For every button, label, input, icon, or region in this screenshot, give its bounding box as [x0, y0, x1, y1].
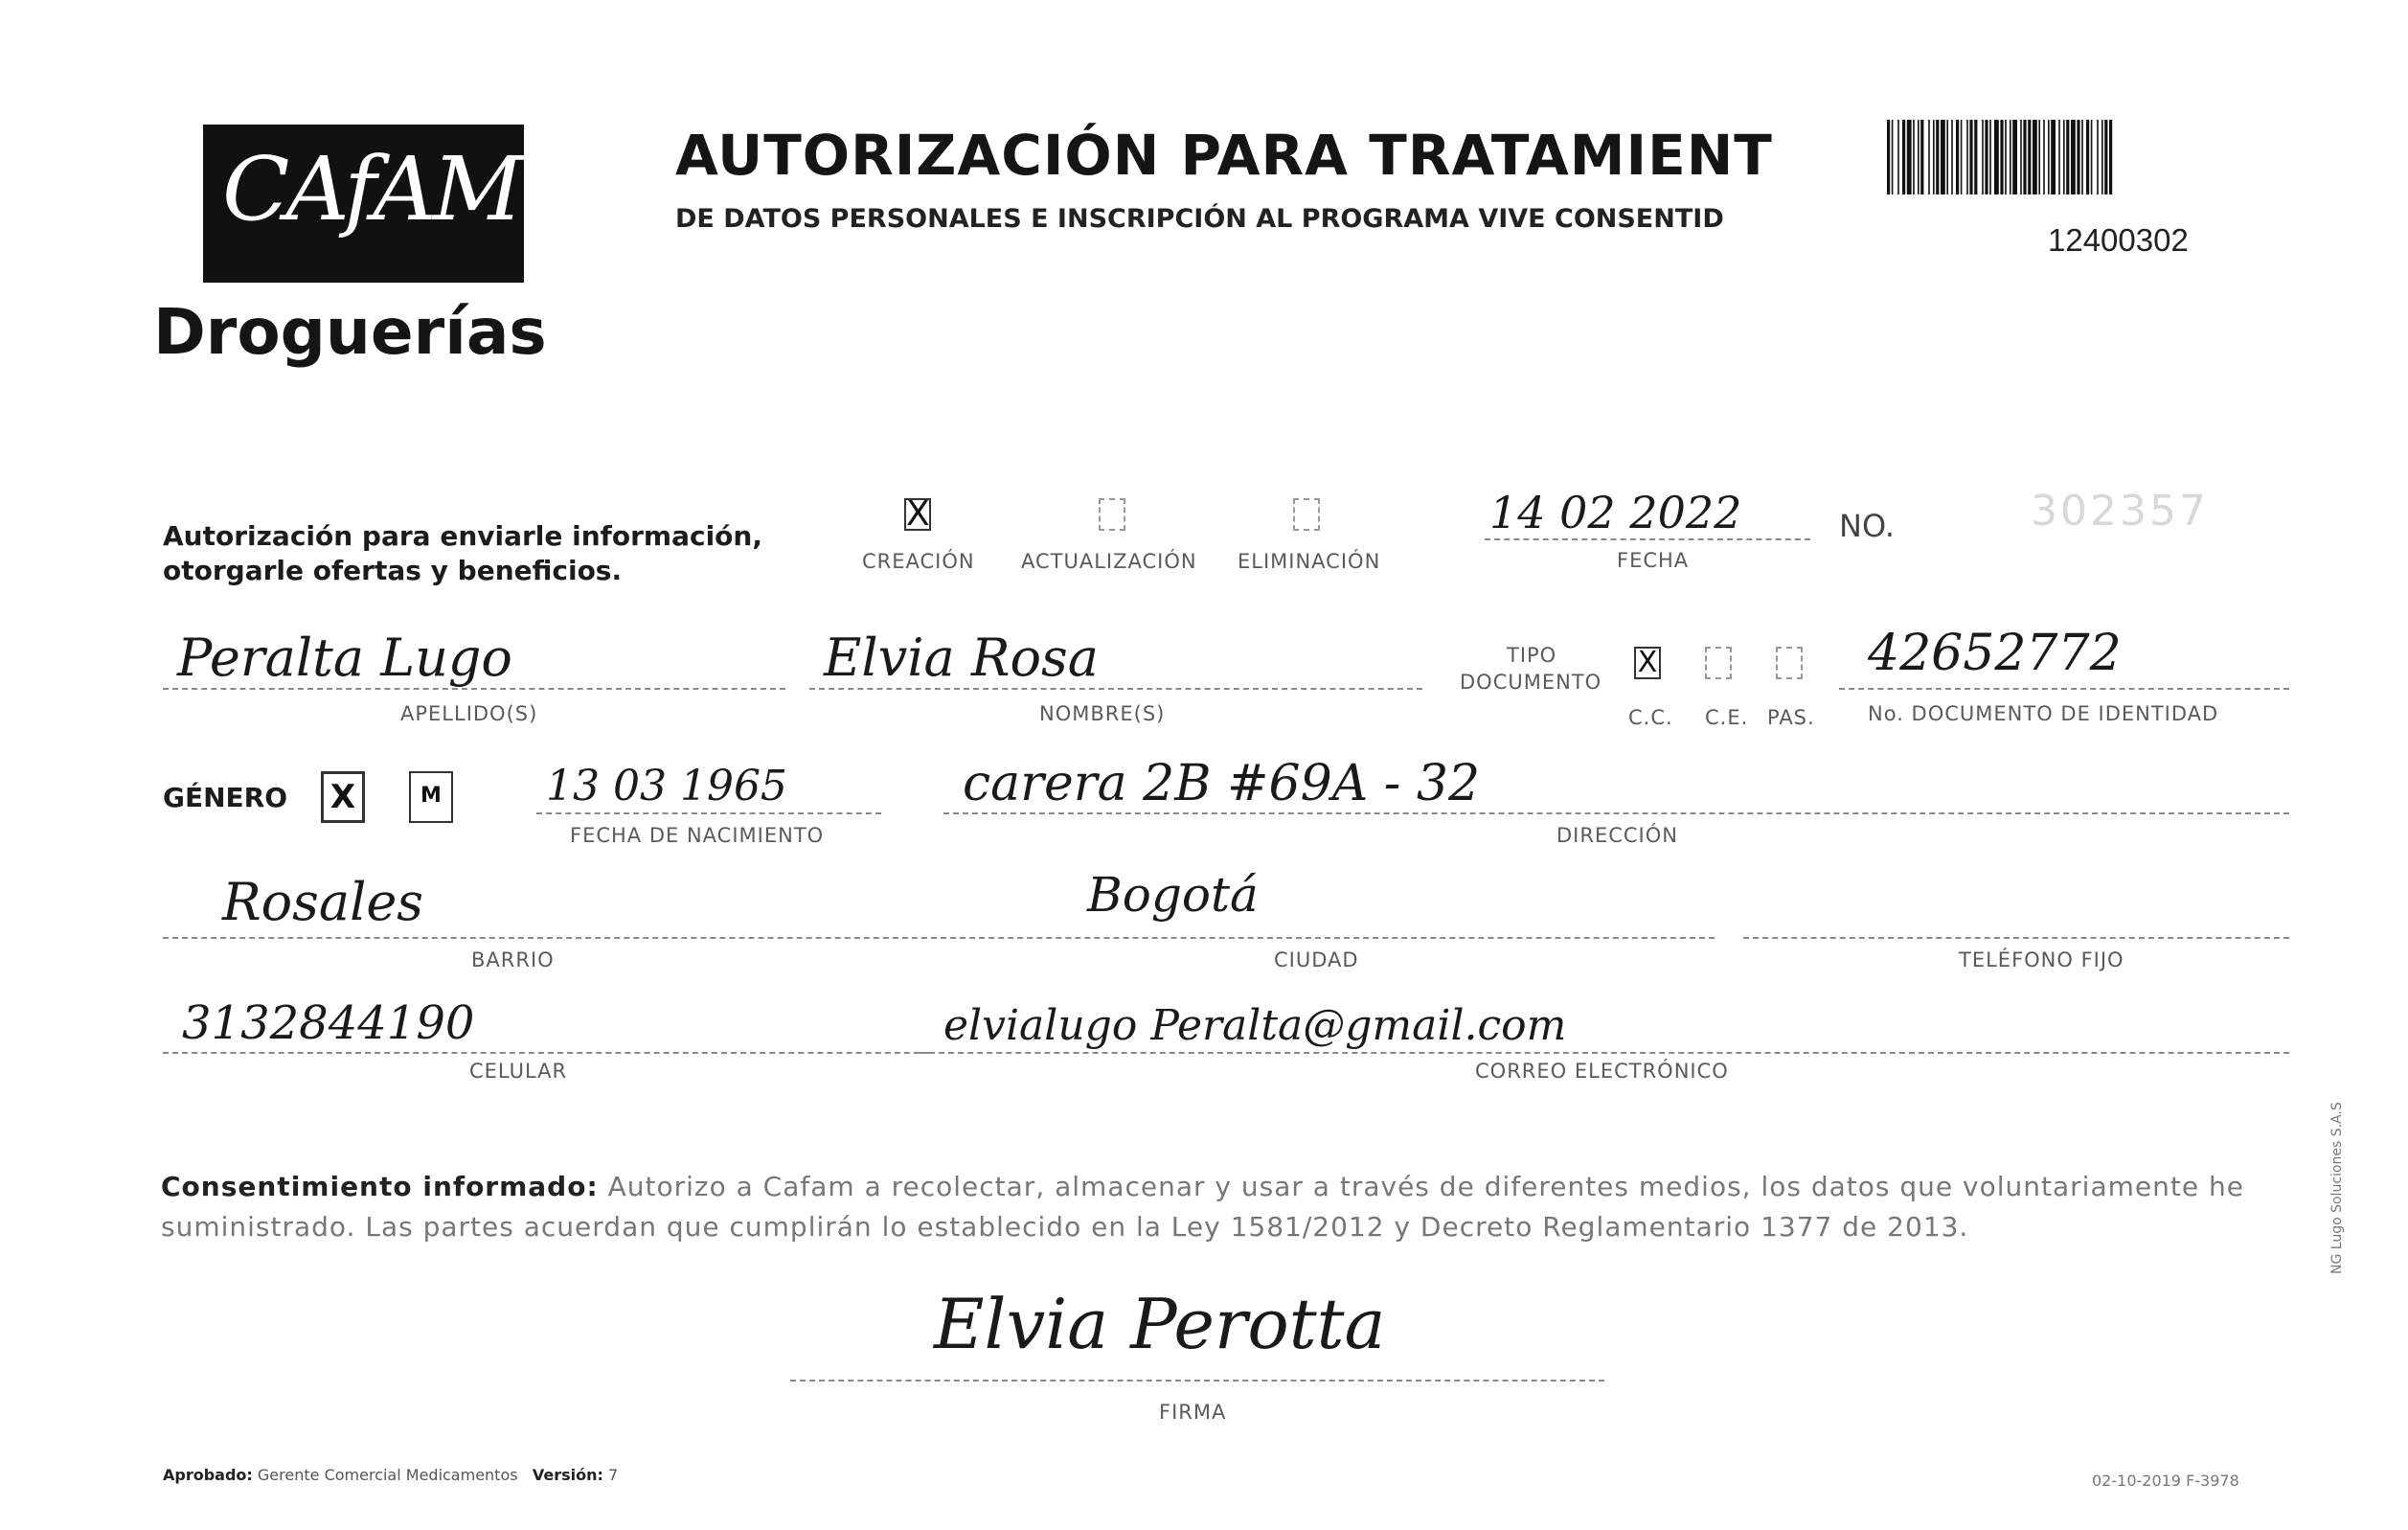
barcode-bar — [2012, 120, 2017, 194]
mobile-label: CELULAR — [469, 1060, 568, 1083]
gender-label: GÉNERO — [163, 782, 288, 813]
barcode-bar — [1941, 120, 1945, 194]
barcode-bar — [1907, 120, 1912, 194]
phone-label: TELÉFONO FIJO — [1959, 948, 2124, 971]
barcode-bar — [2109, 120, 2112, 194]
barcode-bar — [1902, 120, 1905, 194]
barcode-bar — [1946, 120, 1948, 194]
doc-type-pas-label: PAS. — [1767, 706, 1815, 729]
doc-type-label-2: DOCUMENTO — [1460, 671, 1602, 694]
barcode-bar — [1989, 120, 1991, 194]
signature-line — [790, 1380, 1604, 1382]
authorization-label-line2: otorgarle ofertas y beneficios. — [163, 555, 623, 586]
doc-type-cc-checkbox[interactable]: X — [1634, 647, 1661, 679]
doc-number-line — [1839, 688, 2289, 690]
gender-option-x[interactable]: X — [321, 771, 365, 823]
barcode-bar — [1956, 120, 1959, 194]
surnames-label: APELLIDO(S) — [400, 702, 538, 725]
barcode-bar — [2066, 120, 2069, 194]
barcode-bar — [1928, 120, 1930, 194]
barcode-bar — [2020, 120, 2022, 194]
barcode-bar — [1918, 120, 1920, 194]
form-title: AUTORIZACIÓN PARA TRATAMIENT — [675, 123, 1773, 188]
brand-subtitle: Droguerías — [153, 295, 547, 369]
number-value: 302357 — [2031, 487, 2209, 536]
birthdate-label: FECHA DE NACIMIENTO — [570, 824, 825, 847]
footer-approved — [163, 1466, 618, 1484]
date-line — [1485, 538, 1810, 540]
barcode — [1887, 120, 2270, 194]
names-label: NOMBRE(S) — [1039, 702, 1166, 725]
barcode-bar — [2081, 120, 2083, 194]
consent-text: Autorizo a Cafam a recolectar, almacenar y usar a través de diferentes medios, los datos que voluntariamente he suministrado. Las partes acuerdan que cumplirán lo establecido en la Ley 1581/2012 y Decreto Reglamentario 1377 de 2013. — [161, 1171, 2244, 1243]
doc-number-label: No. DOCUMENTO DE IDENTIDAD — [1868, 702, 2219, 725]
barcode-bar — [1951, 120, 1953, 194]
barcode-bar — [1920, 120, 1923, 194]
barcode-bar — [1994, 120, 1999, 194]
barcode-number: 12400302 — [2048, 222, 2189, 258]
address-value[interactable]: carera 2B #69A - 32 — [963, 755, 1481, 812]
doc-type-label-1: TIPO — [1507, 644, 1557, 667]
consent-lead: Consentimiento informado: — [161, 1171, 599, 1202]
barcode-bar — [2101, 120, 2103, 194]
barcode-bar — [2104, 120, 2107, 194]
mobile-value[interactable]: 3132844190 — [182, 996, 475, 1050]
update-checkbox[interactable] — [1099, 498, 1125, 531]
barcode-bar — [2043, 120, 2045, 194]
surnames-value[interactable]: Peralta Lugo — [177, 628, 512, 688]
consent-paragraph — [161, 1167, 2278, 1247]
neighborhood-label: BARRIO — [471, 948, 555, 971]
barcode-bar — [2058, 120, 2060, 194]
authorization-label-line1: Autorización para enviarle información, — [163, 520, 762, 552]
birthdate-line — [536, 812, 881, 814]
barcode-bar — [1982, 120, 1984, 194]
barcode-bar — [2023, 120, 2026, 194]
doc-number-value[interactable]: 42652772 — [1868, 625, 2122, 682]
signature-label: FIRMA — [1159, 1401, 1227, 1424]
barcode-bar — [2086, 120, 2089, 194]
names-line — [809, 688, 1422, 690]
deletion-label: ELIMINACIÓN — [1238, 550, 1381, 573]
barcode-bar — [1969, 120, 1972, 194]
barcode-bar — [1974, 120, 1977, 194]
date-label: FECHA — [1617, 549, 1690, 572]
barcode-bar — [2005, 120, 2007, 194]
number-label: NO. — [1839, 508, 1895, 544]
barcode-bar — [2051, 120, 2056, 194]
deletion-checkbox[interactable] — [1293, 498, 1320, 531]
doc-type-ce-checkbox[interactable] — [1705, 647, 1732, 679]
phone-line — [1743, 937, 2289, 939]
city-value[interactable]: Bogotá — [1087, 867, 1259, 923]
barcode-bar — [1913, 120, 1915, 194]
barcode-bar — [2097, 120, 2099, 194]
version-label: Versión: — [532, 1466, 603, 1484]
names-value[interactable]: Elvia Rosa — [824, 628, 1099, 688]
barcode-bar — [2010, 120, 2011, 194]
creation-label: CREACIÓN — [862, 550, 975, 573]
barcode-bar — [1897, 120, 1899, 194]
barcode-bar — [2028, 120, 2031, 194]
surnames-line — [163, 688, 785, 690]
form-subtitle: DE DATOS PERSONALES E INSCRIPCIÓN AL PROGRAMA VIVE CONSENTID — [675, 204, 1724, 234]
barcode-bar — [2038, 120, 2040, 194]
barcode-bar — [2091, 120, 2093, 194]
signature: Elvia Perotta — [934, 1284, 1386, 1364]
barcode-bar — [1892, 120, 1894, 194]
barcode-bar — [2077, 120, 2079, 194]
barcode-bar — [1985, 120, 1988, 194]
barcode-bar — [1887, 120, 1890, 194]
creation-checkbox[interactable]: X — [906, 494, 930, 534]
footer-code: 02-10-2019 F-3978 — [2092, 1472, 2239, 1490]
neighborhood-city-line — [163, 937, 1715, 939]
doc-type-pas-checkbox[interactable] — [1776, 647, 1803, 679]
barcode-bar — [1966, 120, 1968, 194]
barcode-bar — [1961, 120, 1963, 194]
date-value[interactable]: 14 02 2022 — [1489, 487, 1742, 538]
approved-label: Aprobado: — [163, 1466, 253, 1484]
barcode-bar — [2048, 120, 2050, 194]
update-label: ACTUALIZACIÓN — [1021, 550, 1197, 573]
email-line — [920, 1052, 2289, 1054]
email-value[interactable]: elvialugo Peralta@gmail.com — [943, 1001, 1567, 1050]
barcode-bar — [2000, 120, 2003, 194]
doc-type-ce-label: C.E. — [1705, 706, 1749, 729]
gender-option-m[interactable]: M — [409, 771, 453, 823]
email-label: CORREO ELECTRÓNICO — [1475, 1060, 1729, 1083]
barcode-bar — [2063, 120, 2065, 194]
barcode-bar — [2071, 120, 2076, 194]
side-vertical-text: NG Lugo Soluciones S.A.S — [2329, 1102, 2345, 1274]
barcode-bar — [2033, 120, 2037, 194]
version-value: 7 — [607, 1466, 619, 1484]
barcode-bar — [1933, 120, 1935, 194]
birthdate-value[interactable]: 13 03 1965 — [546, 762, 787, 811]
doc-type-cc-label: C.C. — [1628, 706, 1673, 729]
address-line — [943, 812, 2289, 814]
barcode-bar — [1936, 120, 1939, 194]
approved-value: Gerente Comercial Medicamentos — [257, 1466, 518, 1484]
mobile-line — [163, 1052, 929, 1054]
city-label: CIUDAD — [1274, 948, 1359, 971]
neighborhood-value[interactable]: Rosales — [222, 872, 424, 932]
logo-text: CAfAM — [222, 138, 519, 240]
address-label: DIRECCIÓN — [1556, 824, 1678, 847]
